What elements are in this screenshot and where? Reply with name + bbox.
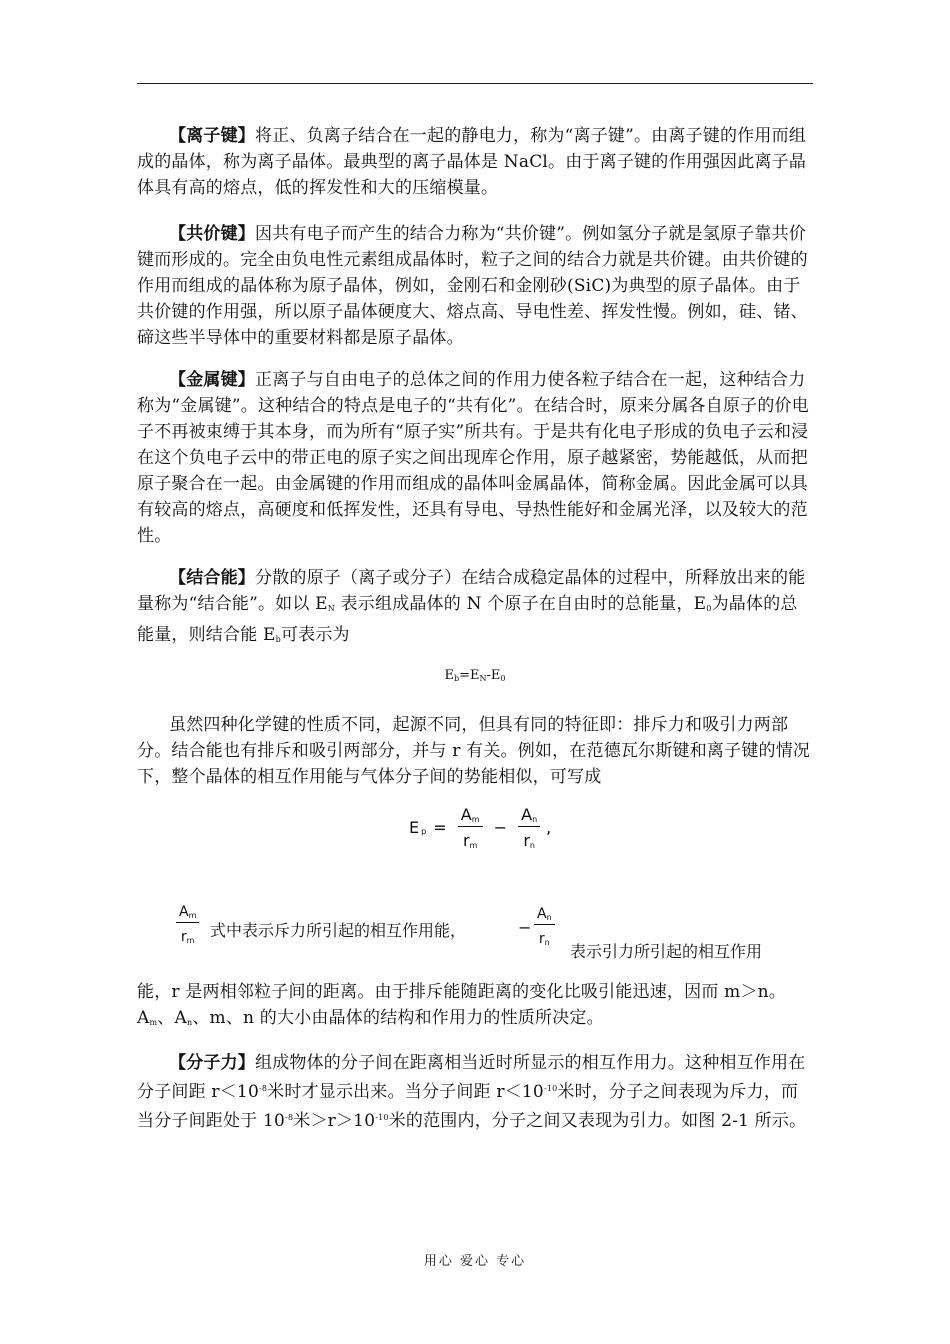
general-text: 虽然四种化学键的性质不同，起源不同，但具有同的特征即：排斥力和吸引力两部分。结合能也有排斥和吸引两部分，并与 r 有关。例如，在范德瓦尔斯键和离子键的情况下，整个晶体的相互作用能与气体分子间的势能相似，可写成: [137, 715, 811, 787]
sub-b: b: [275, 635, 281, 644]
explain-sub-m: m: [149, 1018, 158, 1027]
eq-sub-0: 0: [500, 674, 506, 683]
paragraph-ionic-bond: [137, 123, 813, 201]
formula-num2: A: [521, 805, 533, 824]
eq-lhs-sub: b: [454, 674, 460, 683]
explain-minus: −: [518, 918, 532, 937]
eq-minus: -E: [486, 668, 501, 683]
formula-den2: r: [523, 831, 530, 850]
binding-text-d: 可表示为: [280, 625, 350, 645]
formula-num2-sub: n: [532, 815, 538, 824]
ionic-text: 将正、负离子结合在一起的静电力，称为“离子键”。由离子键的作用而组成的晶体，称为离子晶体。最典型的离子晶体是 NaCl。由于离子键的作用强因此离子晶体具有高的熔点，低的挥发性和大的压缩模量。: [137, 126, 807, 198]
paragraph-covalent-bond: [137, 221, 813, 351]
paragraph-molecular-force: [137, 1050, 813, 1134]
explain-frac1-den-sub: m: [186, 936, 195, 945]
eq-sub-n: N: [479, 674, 487, 683]
formula-den2-sub: n: [529, 841, 535, 850]
explain-frac2-num: A: [537, 906, 547, 922]
metallic-text: 正离子与自由电子的总体之间的作用力使各粒子结合在一起，这种结合力称为“金属键”。这种结合的特点是电子的“共有化”。在结合时，原来分属各自原子的价电子不再被束缚于其本身，而为所有“原子实”所共有。于是共有化电子形成的负电子云和浸在这个负电子云中的带正电的原子实之间出现库仑作用，原子越紧密，势能越低，从而把原子聚合在一起。由金属键的作用而组成的晶体叫金属晶体，简称金属。因此金属可以具有较高的熔点，高硬度和低挥发性，还具有导电、导热性能好和金属光泽，以及较大的范性。: [137, 370, 809, 546]
explain-text-2: 表示引力所引起的相互作用: [570, 942, 763, 961]
paragraph-explain-continued: [137, 979, 813, 1036]
explain-text-5: 、m、n 的大小由晶体的结构和作用力的性质所决定。: [192, 1008, 604, 1028]
formula-lhs: E: [409, 818, 420, 837]
explain-text-3: 能，r 是两相邻粒子间的距离。由于排斥能随距离的变化比吸引能迅速，因而 m＞n。A: [137, 982, 787, 1028]
molecular-text-d: 米＞r＞10: [293, 1111, 376, 1131]
formula-den1-sub: m: [469, 841, 478, 850]
binding-text-c: 为晶体的总能量，则结合能 E: [137, 594, 798, 645]
explain-frac2-den-sub: n: [544, 938, 550, 947]
sup-1: -8: [258, 1084, 268, 1093]
term-molecular-force: 【分子力】: [169, 1053, 255, 1073]
explain-frac1-den: r: [180, 929, 187, 945]
sup-4: -10: [375, 1113, 389, 1122]
covalent-text: 因共有电子而产生的结合力称为“共价键”。例如氢分子就是氢原子靠共价键而形成的。完全由负电性元素组成晶体时，粒子之间的结合力就是共价键。由共价键的作用而组成的晶体称为原子晶体，例如，金刚石和金刚砂(SiC)为典型的原子晶体。由于共价键的作用强，所以原子晶体硬度大、熔点高、导电性差、挥发性慢。例如，硅、锗、碲这些半导体中的重要材料都是原子晶体。: [137, 224, 808, 348]
molecular-text-a: 组成物体的分子间在距离相当近时所显示的相互作用力。这种相互作用在分子间距 r＜10: [137, 1053, 806, 1102]
molecular-text-c: 米时，分子之间表现为斥力，而当分子间距处于 10: [137, 1082, 799, 1131]
eq-equals: =E: [459, 668, 480, 683]
term-metallic-bond: 【金属键】: [169, 370, 255, 390]
inline-fraction-attractive: [534, 906, 555, 947]
molecular-text-b: 米时才显示出来。当分子间距 r＜10: [267, 1082, 544, 1102]
explain-frac1-num: A: [179, 904, 189, 920]
paragraph-general: [137, 712, 813, 790]
header-rule: [137, 83, 813, 84]
explain-frac2-num-sub: n: [546, 913, 552, 922]
term-covalent-bond: 【共价键】: [169, 224, 255, 244]
sub-0: 0: [706, 604, 712, 613]
explain-sub-n: n: [186, 1018, 193, 1027]
eq-lhs: E: [444, 668, 454, 683]
binding-equation: [137, 668, 813, 683]
paragraph-metallic-bond: [137, 367, 813, 549]
formula-den1: r: [462, 831, 470, 850]
formula-comma: ,: [546, 818, 552, 837]
page-footer: 用心 爱心 专心: [423, 1254, 527, 1269]
fraction-attractive: [518, 805, 540, 850]
explain-text-1: 式中表示斥力所引起的相互作用能，: [210, 921, 467, 940]
formula-equals: =: [433, 818, 447, 837]
formula-lhs-sub: p: [421, 827, 427, 836]
term-ionic-bond: 【离子键】: [169, 126, 255, 146]
inline-fraction-repulsive: [176, 904, 199, 945]
sub-n: N: [327, 604, 335, 613]
explain-text-4: 、A: [157, 1008, 187, 1028]
paragraph-binding-energy: [137, 565, 813, 653]
formula-minus: −: [493, 818, 508, 837]
term-binding-energy: 【结合能】: [169, 568, 255, 588]
molecular-text-e: 米的范围内，分子之间又表现为引力。如图 2-1 所示。: [388, 1111, 807, 1131]
fraction-repulsive: [458, 805, 483, 850]
potential-energy-formula: [407, 805, 553, 850]
formula-num1-sub: m: [471, 815, 480, 824]
binding-text-a: 分散的原子（离子或分子）在结合成稳定晶体的过程中，所释放出来的能量称为“结合能”。如以 E: [137, 568, 806, 614]
sup-2: -10: [543, 1084, 558, 1093]
formula-num1: A: [460, 805, 472, 824]
sup-3: -8: [285, 1113, 294, 1122]
explain-frac2-den: r: [538, 931, 545, 947]
explain-frac1-num-sub: m: [188, 911, 197, 920]
binding-text-b: 表示组成晶体的 N 个原子在自由时的总能量，E: [335, 594, 707, 614]
